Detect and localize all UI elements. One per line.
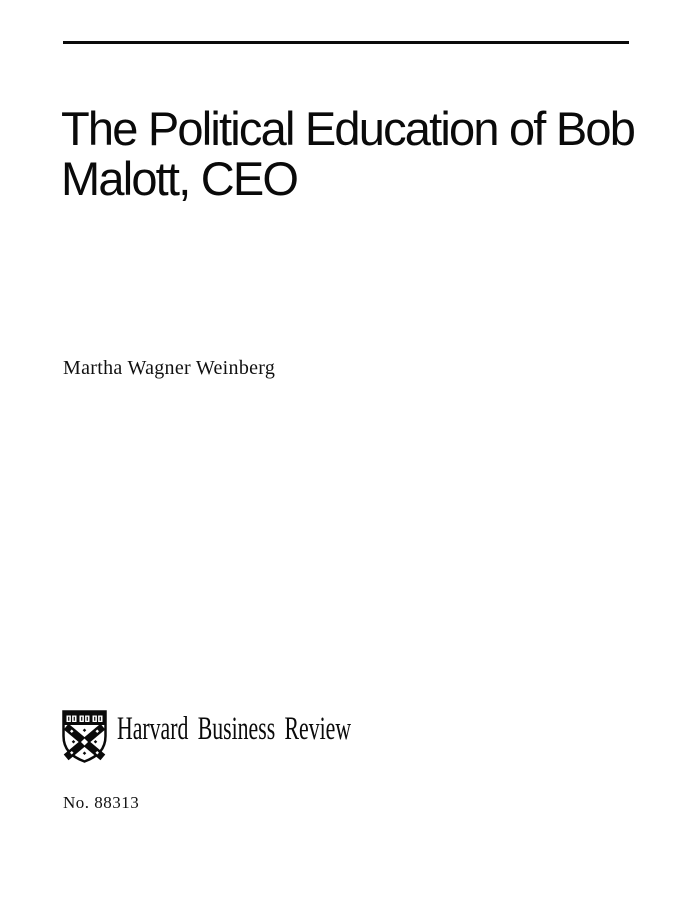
publisher-logo — [62, 710, 462, 763]
top-rule — [63, 41, 629, 44]
author-name: Martha Wagner Weinberg — [63, 357, 276, 379]
article-title — [61, 104, 661, 204]
hbs-shield-icon — [62, 710, 107, 763]
article-title-line1: The Political Education of Bob — [61, 102, 635, 155]
article-title-line2: Malott, CEO — [61, 152, 298, 205]
publisher-wordmark: Harvard Business Review — [117, 711, 352, 747]
document-number: No. 88313 — [63, 793, 140, 812]
veritas-books-icon — [67, 716, 103, 723]
